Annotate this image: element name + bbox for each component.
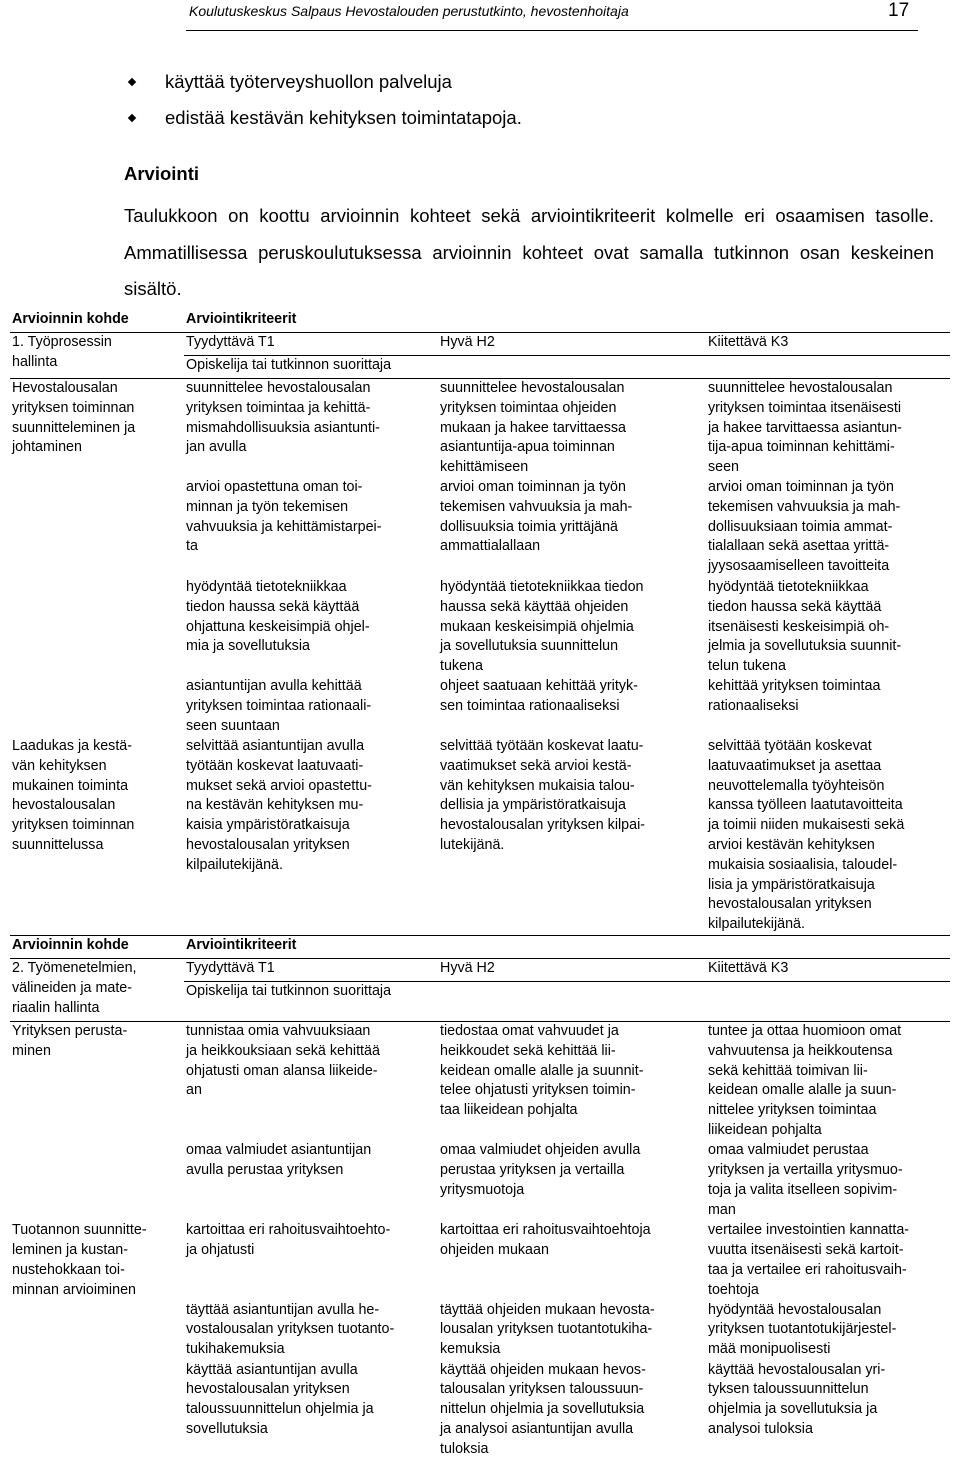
level-k3: Kiitettävä K3 [706,958,950,981]
column-header-criteria: Arviointikriteerit [184,935,950,958]
table-row: Yrityksen perusta- minen tunnistaa omia vahvuuksiaan ja heikkouksiaan sekä kehittää ohjatusti oman alansa liikeide- an tiedostaa omat vahvuudet ja heikkoudet sekä kehittää lii- keidean omalle alalle ja suunnit- telee ohjatusti yrityksen toimin- taa liikeidean pohjalta tuntee ja ottaa huomioon omat vahvuutensa ja heikkoutensa sekä kehittää toimivan lii- keidean omalle alalle ja suun- nittelee yrityksen toimintaa liikeidean pohjalta [12,1022,902,1138]
page-header [0,0,960,34]
table-header-row [10,310,950,333]
bullet-list [125,65,522,137]
performer-label: Opiskelija tai tutkinnon suorittaja [184,981,950,1021]
level-k3: Kiitettävä K3 [706,333,950,356]
table-row: Laadukas ja kestä- vän kehityksen mukainen toiminta hevostalousalan yrityksen toiminnan suunnittelussa selvittää asiantuntijan avulla työtään koskevat laatuvaati- mukset sekä arvioi opastettu- na kestävän kehityksen mu- kaisia ympäristöratkaisuja hevostalousalan yrityksen kilpailutekijänä. selvittää työtään koskevat laatu- vaatimukset sekä arvioi kestä- vän kehityksen mukaisia talou- dellisia ja ympäristöratkaisuja hevostalousalan yrityksen kilpai- lutekijänä. selvittää työtään koskevat laatuvaatimukset ja asettaa neuvottelemalla työyhteisön kanssa työlleen laatutavoitteita ja toimii niiden mukaisesti sekä arvioi kestävän kehityksen mukaisia sosiaalisia, taloudel- lisia ja ympäristöratkaisuja hevostalousalan yrityksen kilpailutekijänä. [10,737,950,935]
section-target: 2. Työmenetelmien, välineiden ja mate- riaalin hallinta [10,958,184,1021]
table-row: Hevostalousalan yrityksen toiminnan suunnitteleminen ja johtaminen suunnittelee hevostalousalan yrityksen toimintaa ja kehittä- mismahdollisuuksia asiantunti- jan avulla suunnittelee hevostalousalan yrityksen toimintaa ohjeiden mukaan ja hakee tarvittaessa asiantuntija-apua toiminnan kehittämiseen suunnittelee hevostalousalan yrityksen toimintaa itsenäisesti ja hakee tarvittaessa asiantun- tija-apua toiminnan kehittämi- seen [12,380,902,476]
level-row [10,958,950,981]
document-title: Koulutuskeskus Salpaus Hevostalouden perustutkinto, hevostenhoitaja [189,3,629,19]
table-row: omaa valmiudet asiantuntijan avulla perustaa yrityksen omaa valmiudet ohjeiden avulla perustaa yrityksen ja vertailla yritysmuotoja omaa valmiudet perustaa yrityksen ja vertailla yritysmuo- toja ja valita itselleen sopivim- man [186,1142,903,1218]
list-item: edistää kestävän kehityksen toimintatapoja. [125,101,522,137]
table-row: Tuotannon suunnitte- leminen ja kustan- nustehokkaan toi- minnan arvioiminen kartoittaa eri rahoitusvaihtoehto- ja ohjatusti kartoittaa eri rahoitusvaihtoehtoja ohjeiden mukaan vertailee investointien kannatta- vuutta itsenäisesti sekä kartoit- taa ja vertailee eri rahoitusvaih- toehtoja [12,1222,910,1298]
column-header-target: Arvioinnin kohde [10,310,184,333]
level-row [10,333,950,356]
table-header-row [10,935,950,958]
diamond-bullet-icon [128,114,136,122]
list-item: käyttää työterveyshuollon palveluja [125,65,522,101]
column-header-target: Arvioinnin kohde [10,935,184,958]
page-number: 17 [888,0,910,21]
table-row: arvioi opastettuna oman toi- minnan ja työn tekemisen vahvuuksia ja kehittämistarpei- ta arvioi oman toiminnan ja työn tekemisen vahvuuksia ja mah- dollisuuksia toimia yrittäjänä ammattialallaan arvioi oman toiminnan ja työn tekemisen vahvuuksia ja mah- dollisuuksiaan toimia ammat- tialallaan sekä asettaa yrittä- jyysosaamiselleen tavoitteita [186,478,901,575]
intro-paragraph: Taulukkoon on koottu arvioinnin kohteet sekä arviointikriteerit kolmelle eri osaamisen tasolle. Ammatillisessa peruskoulutuksessa arvioinnin kohteet ovat samalla tutkinnon osan keskeinen sisältö. [124,205,934,299]
section-target: 1. Työprosessin hallinta [10,333,184,379]
column-header-criteria: Arviointikriteerit [184,310,950,333]
level-t1: Tyydyttävä T1 [184,958,438,981]
performer-label: Opiskelija tai tutkinnon suorittaja [184,356,950,379]
table-row: täyttää asiantuntijan avulla he- vostalousalan yrityksen tuotanto- tukihakemuksia täyttää ohjeiden mukaan hevosta- lousalan yrityksen tuotantotukiha- kemuksia hyödyntää hevostalousalan yrityksen tuotantotukijärjestel- mää monipuolisesti [186,1301,897,1358]
level-h2: Hyvä H2 [438,333,706,356]
table-row: käyttää asiantuntijan avulla hevostalousalan yrityksen taloussuunnittelun ohjelmia ja sovellutuksia käyttää ohjeiden mukaan hevos- talousalan yrityksen taloussuun- nittelun ohjelmia ja sovellutuksia ja analysoi asiantuntijan avulla tuloksia käyttää hevostalousalan yri- tyksen taloussuunnittelun ohjelmia ja sovellutuksia ja analysoi tuloksia [186,1361,886,1457]
diamond-bullet-icon [128,78,136,86]
level-t1: Tyydyttävä T1 [184,333,438,356]
table-row: asiantuntijan avulla kehittää yrityksen toimintaa rationaali- seen suuntaan ohjeet saatuaan kehittää yrityk- sen toimintaa rationaaliseksi kehittää yrityksen toimintaa rationaaliseksi [186,677,881,734]
assessment-table [10,310,950,1460]
section-heading: Arviointi [124,163,200,184]
table-row: hyödyntää tietotekniikkaa tiedon haussa sekä käyttää ohjattuna keskeisimpiä ohjel- mia ja sovellutuksia hyödyntää tietotekniikkaa tiedon haussa sekä käyttää ohjeiden mukaan keskeisimpiä ohjelmia ja sovellutuksia suunnittelun tukena hyödyntää tietotekniikkaa tiedon haussa sekä käyttää itsenäisesti keskeisimpiä oh- jelmia ja sovellutuksia suunnit- telun tukena [186,578,902,675]
header-divider [186,30,918,31]
level-h2: Hyvä H2 [438,958,706,981]
